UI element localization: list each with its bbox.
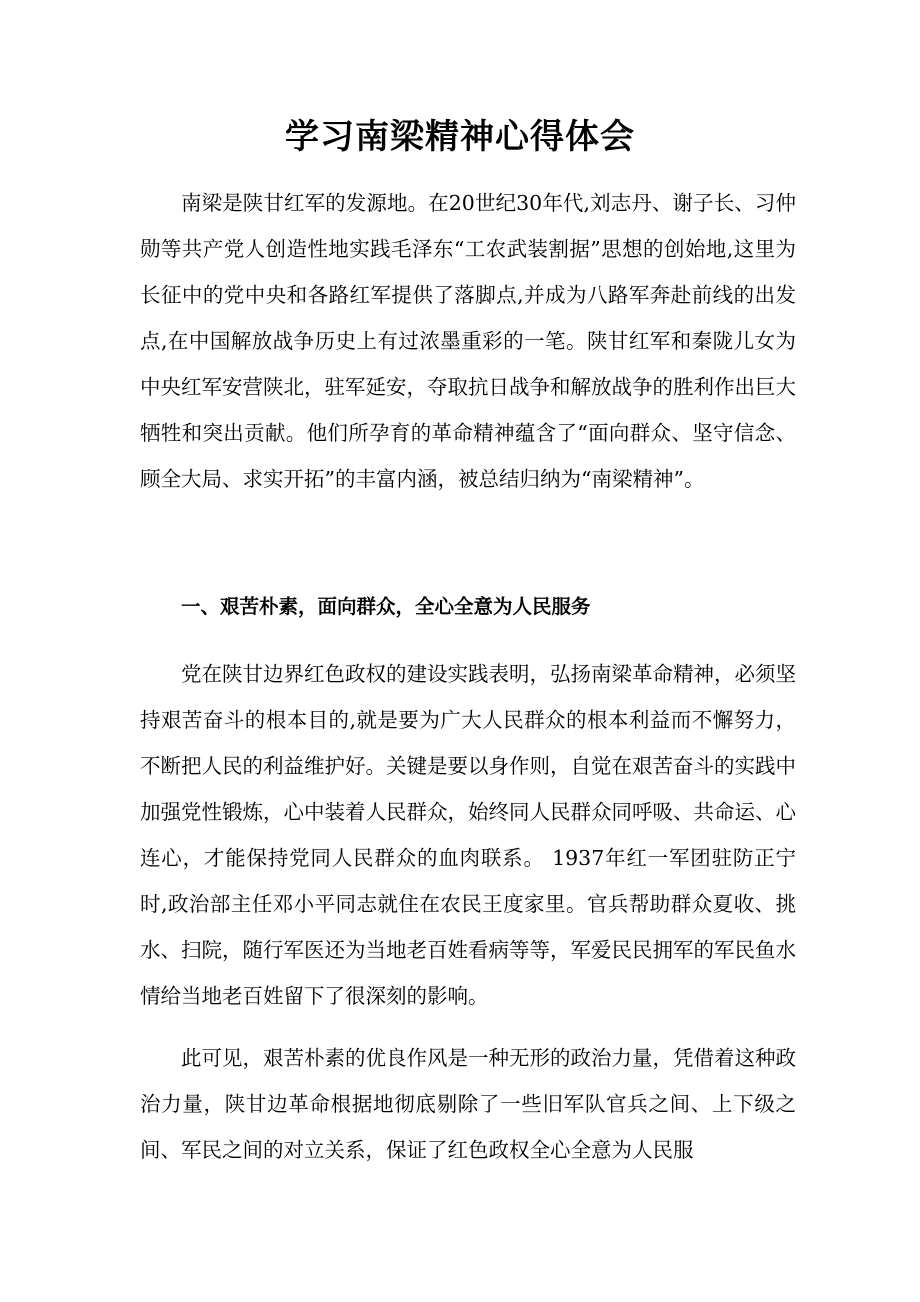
document-title: 学习南梁精神心得体会 <box>285 117 635 157</box>
section-paragraph-1: 党在陕甘边界红色政权的建设实践表明，弘扬南梁革命精神，必须坚持艰苦奋斗的根本目的,就是要为广大人民群众的根本利益而不懈努力，不断把人民的利益维护好。关键是要以身作则，自觉在艰苦奋斗的实践中加强党性锻炼，心中装着人民群众，始终同人民群众同呼吸、共命运、心连心，才能保持党同人民群众的血肉联系。 1937年红一军团驻防正宁时,政治部主任邓小平同志就住在农民王度家里。官兵帮助群众夏收、挑水、扫院，随行军医还为当地老百姓看病等等，军爱民民拥军的军民鱼水情给当地老百姓留下了很深刻的影响。 <box>140 662 796 1008</box>
section-heading: 一、艰苦朴素，面向群众，全心全意为人民服务 <box>181 595 591 618</box>
intro-paragraph: 南梁是陕甘红军的发源地。在20世纪30年代,刘志丹、谢子长、习仲勋等共产党人创造性地实践毛泽东“工农武装割据”思想的创始地,这里为长征中的党中央和各路红军提供了落脚点,并成为八路军奔赴前线的出发点,在中国解放战争历史上有过浓墨重彩的一笔。陕甘红军和秦陇儿女为中央红军安营陕北，驻军延安，夺取抗日战争和解放战争的胜利作出巨大牺牲和突出贡献。他们所孕育的革命精神蕴含了“面向群众、坚守信念、顾全大局、求实开拓”的丰富内涵，被总结归纳为“南梁精神”。 <box>140 191 796 491</box>
section-paragraph-2: 此可见，艰苦朴素的优良作风是一种无形的政治力量，凭借着这种政治力量，陕甘边革命根据地彻底剔除了一些旧军队官兵之间、上下级之间、军民之间的对立关系，保证了红色政权全心全意为人民服 <box>140 1046 796 1162</box>
